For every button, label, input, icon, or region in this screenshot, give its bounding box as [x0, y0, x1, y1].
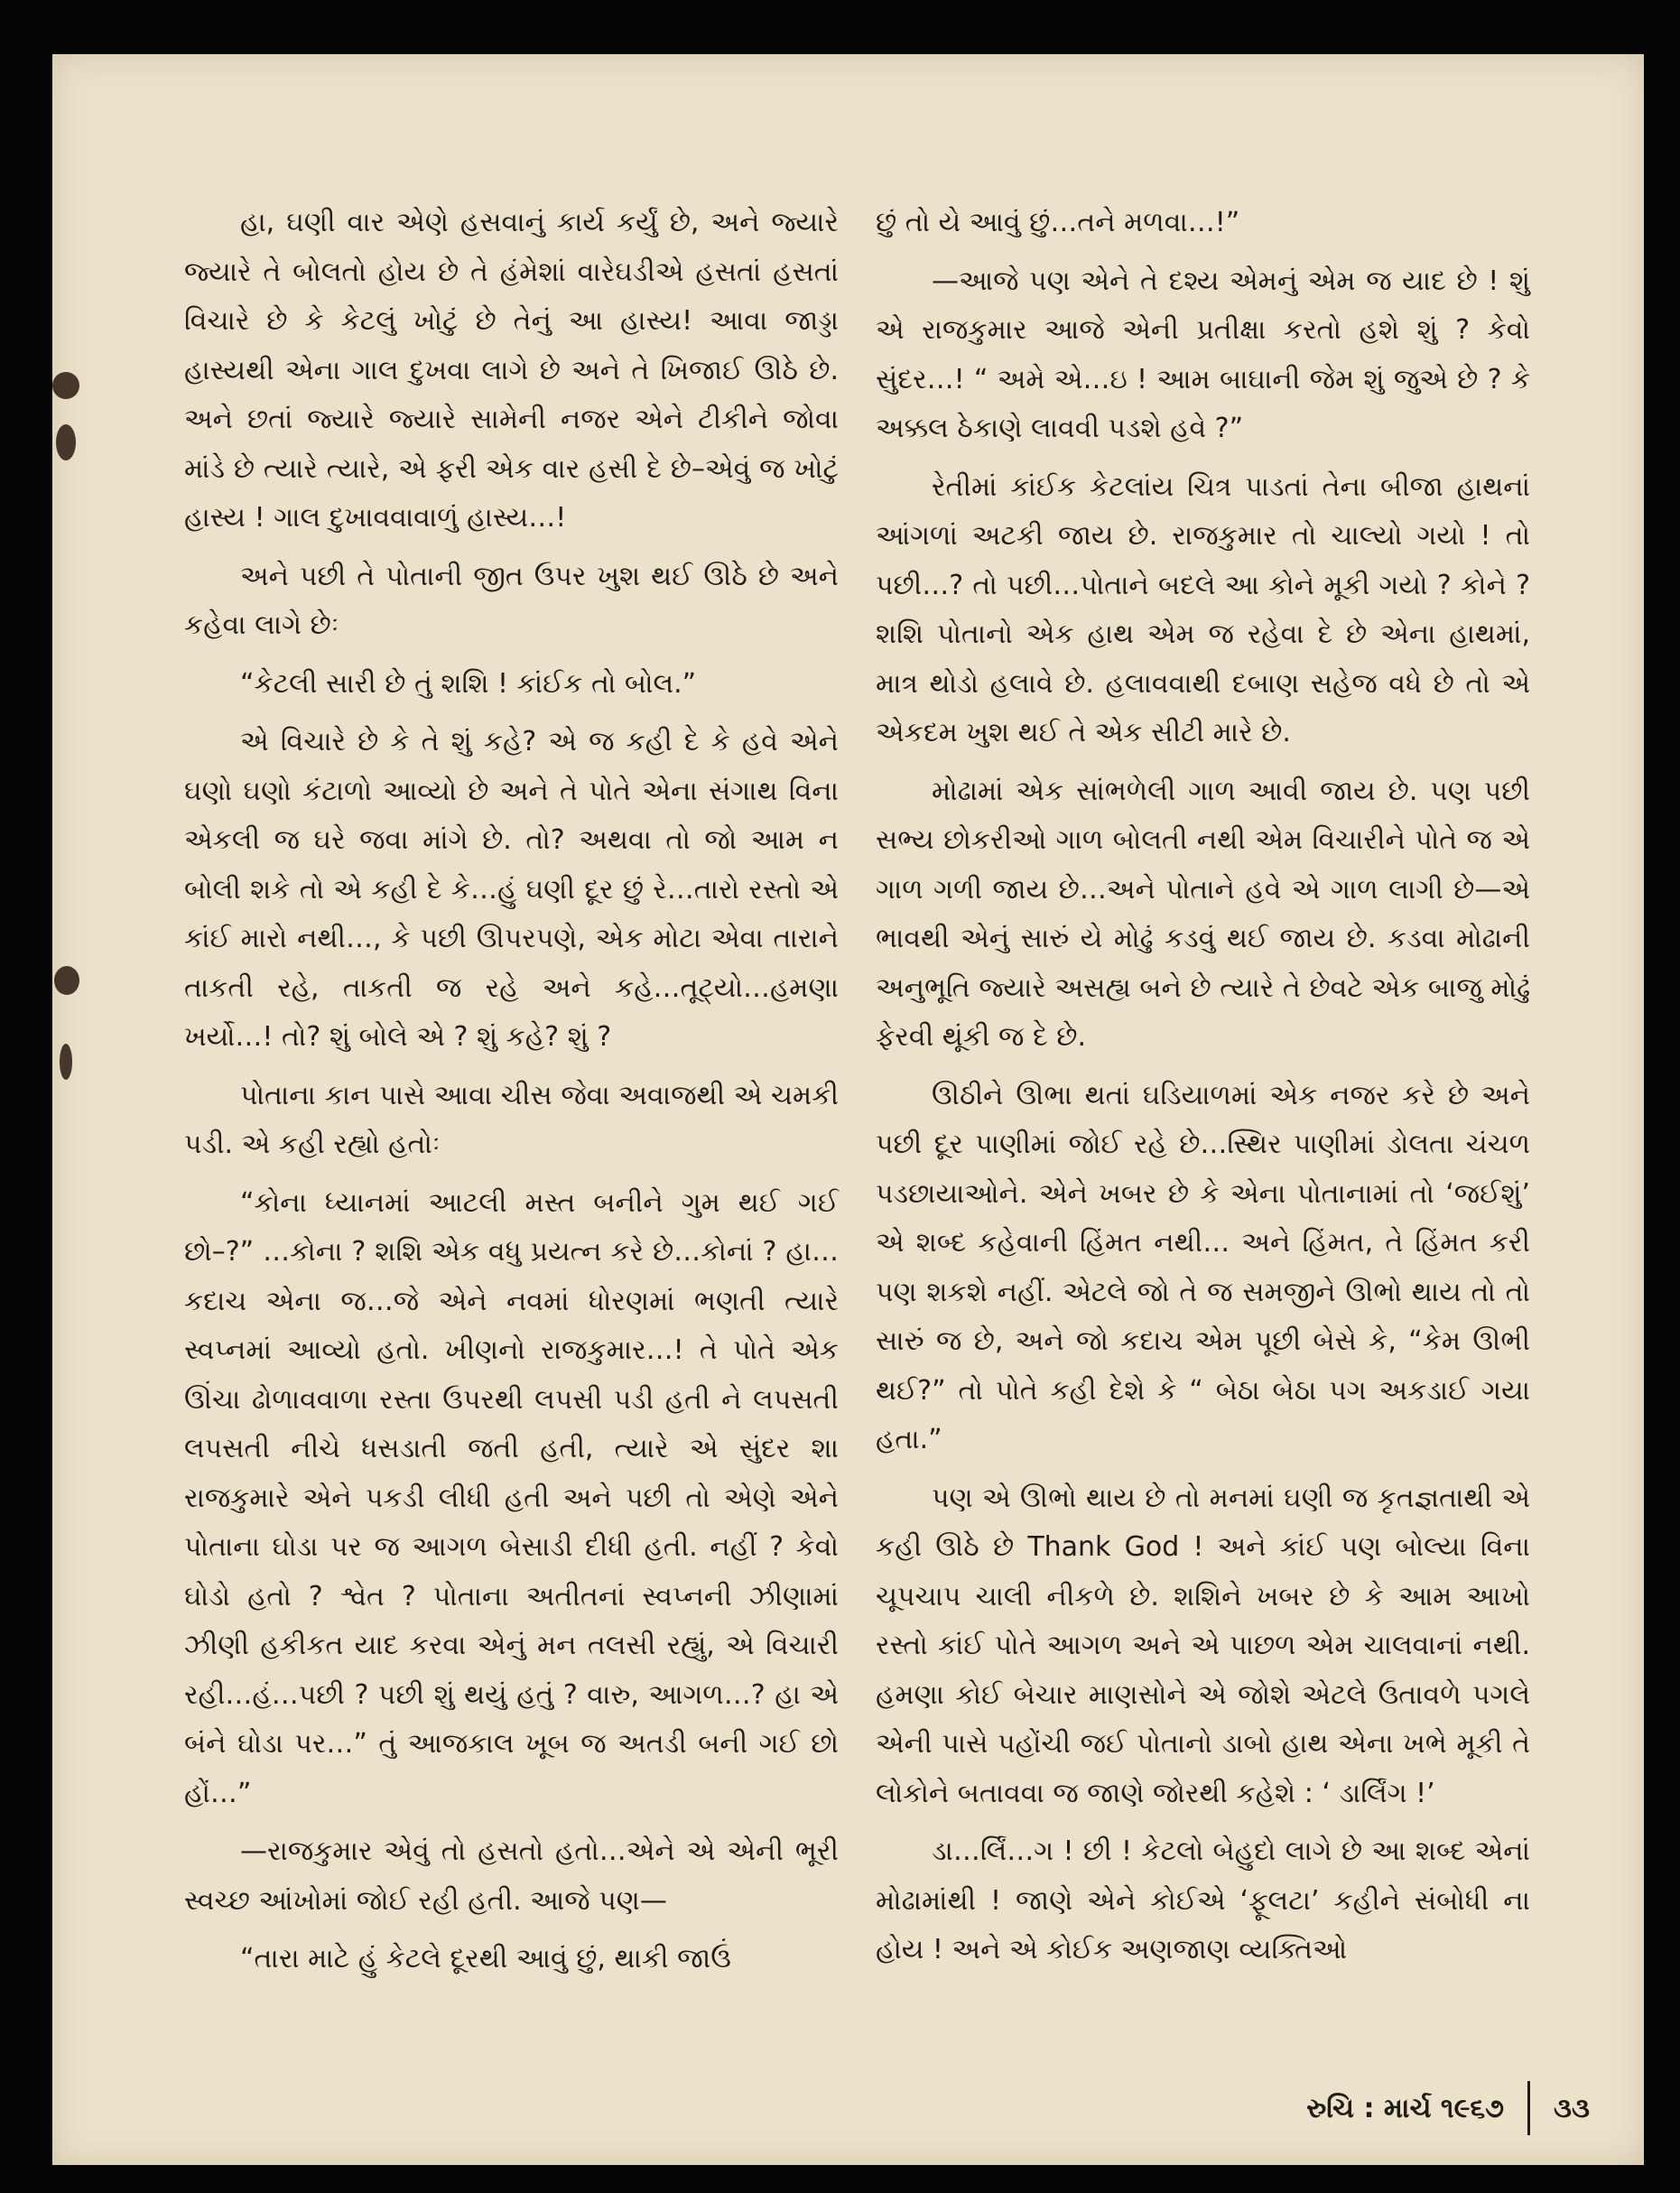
- page-number: ૩૩: [1554, 2092, 1590, 2124]
- footer-divider: [1527, 2081, 1530, 2135]
- paragraph: અને પછી તે પોતાની જીત ઉપર ખુશ થઈ ઊઠે છે અને કહેવા લાગે છેઃ: [184, 560, 839, 641]
- paragraph: હા, ઘણી વાર એણે હસવાનું કાર્ય કર્યું છે, અને જ્યારે જ્યારે તે બોલતો હોય છે તે હંમેશાં વારેઘડીએ હસતાં હસતાં વિચારે છે કે કેટલું ખોટું છે તેનું આ હાસ્ય! આવા જાડ્ડા હાસ્યથી એના ગાલ દુખવા લાગે છે અને તે ખિજાઈ ઊઠે છે. અને છતાં જ્યારે જ્યારે સામેની નજર એને ટીકીને જોવા માંડે છે ત્યારે ત્યારે, એ ફરી એક વાર હસી દે છે–એવું જ ખોટું હાસ્ય ! ગાલ દુખાવવાવાળું હાસ્ય…!: [184, 207, 839, 534]
- magazine-issue: રુચિ : માર્ચ ૧૯૬૭: [1306, 2092, 1505, 2124]
- dialogue-quote: “કેટલી સારી છે તું શશિ ! કાંઈક તો બોલ.”: [240, 667, 697, 700]
- dialogue-quote: “તારા માટે હું કેટલે દૂરથી આવું છું, થાકી જાઉં: [240, 1943, 731, 1975]
- paragraph: છું તો યે આવું છું…તને મળવા…!”: [876, 207, 1240, 238]
- paragraph: ડા…ર્લિં…ગ ! છી ! કેટલો બેહુદો લાગે છે આ શબ્દ એનાં મોઢામાંથી ! જાણે એને કોઈએ ‘ફૂલટા’ કહીને સંબોધી ના હોય ! અને એ કોઈક અણજાણ વ્યક્તિઓ: [876, 1835, 1530, 1965]
- paragraph: —રાજકુમાર એવું તો હસતો હતો…એને એ એની ભૂરી સ્વચ્છ આંખોમાં જોઈ રહી હતી. આજે પણ—: [184, 1835, 839, 1917]
- paragraph: પણ એ ઊભો થાય છે તો મનમાં ઘણી જ કૃતજ્ઞતાથી એ કહી ઊઠે છે Thank God ! અને કાંઈ પણ બોલ્યા વિના ચૂપચાપ ચાલી નીકળે છે. શશિને ખબર છે કે આમ આખો રસ્તો કાંઈ પોતે આગળ અને એ પાછળ એમ ચાલવાનાં નથી. હમણા કોઈ બેચાર માણસોને એ જોશે એટલે ઉતાવળે પગલે એની પાસે પહોંચી જઈ પોતાનો ડાબો હાથ એના ખભે મૂકી તે લોકોને બતાવવા જ જાણે જોરથી કહેશે : ‘ ડાર્લિંગ !’: [876, 1482, 1530, 1809]
- ink-stain: [60, 1044, 72, 1080]
- right-column: [876, 199, 1530, 1984]
- paragraph: મોઢામાં એક સાંભળેલી ગાળ આવી જાય છે. પણ પછી સભ્ય છોકરીઓ ગાળ બોલતી નથી એમ વિચારીને પોતે જ એ ગાળ ગળી જાય છે…અને પોતાને હવે એ ગાળ લાગી છે—એ ભાવથી એનું સારું યે મોઢું કડવું થઈ જાય છે. કડવા મોઢાની અનુભૂતિ જ્યારે અસહ્ય બને છે ત્યારે તે છેવટે એક બાજુ મોઢું ફેરવી થૂંકી જ દે છે.: [876, 775, 1530, 1053]
- ink-stain: [56, 424, 76, 460]
- ink-stain: [54, 966, 79, 995]
- paragraph: ઊઠીને ઊભા થતાં ઘડિયાળમાં એક નજર કરે છે અને પછી દૂર પાણીમાં જોઈ રહે છે…સ્થિર પાણીમાં ડોલતા ચંચળ પડછાયાઓને. એને ખબર છે કે એના પોતાનામાં તો ‘જઈશું’ એ શબ્દ કહેવાની હિંમત નથી… અને હિંમત, તે હિંમત કરી પણ શકશે નહીં. એટલે જો તે જ સમજીને ઊભો થાય તો તો સારું જ છે, અને જો કદાચ એમ પૂછી બેસે કે, “કેમ ઊભી થઈ?” તો પોતે કહી દેશે કે “ બેઠા બેઠા પગ અકડાઈ ગયા હતા.”: [876, 1079, 1530, 1455]
- magazine-page: [52, 54, 1644, 2165]
- paragraph: એ વિચારે છે કે તે શું કહે? એ જ કહી દે કે હવે એને ઘણો ઘણો કંટાળો આવ્યો છે અને તે પોતે એના સંગાથ વિના એકલી જ ઘરે જવા માંગે છે. તો? અથવા તો જો આમ ન બોલી શકે તો એ કહી દે કે…હું ઘણી દૂર છું રે…તારો રસ્તો એ કાંઈ મારો નથી…, કે પછી ઊપરપણે, એક મોટા એવા તારાને તાકતી રહે, તાકતી જ રહે અને કહે…તૂટ્યો…હમણા ખર્યો…! તો? શું બોલે એ ? શું કહે? શું ?: [184, 726, 839, 1053]
- paragraph: રેતીમાં કાંઈક કેટલાંય ચિત્ર પાડતાં તેના બીજા હાથનાં આંગળાં અટકી જાય છે. રાજકુમાર તો ચાલ્યો ગયો ! તો પછી…? તો પછી…પોતાને બદલે આ કોને મૂકી ગયો ? કોને ? શશિ પોતાનો એક હાથ એમ જ રહેવા દે છે એના હાથમાં, માત્ર થોડો હલાવે છે. હલાવવાથી દબાણ સહેજ વધે છે તો એ એકદમ ખુશ થઈ તે એક સીટી મારે છે.: [876, 470, 1530, 748]
- left-column: [184, 199, 839, 1993]
- ink-stain: [52, 372, 79, 399]
- paragraph: —આજે પણ એને તે દશ્ય એમનું એમ જ યાદ છે ! શું એ રાજકુમાર આજે એની પ્રતીક્ષા કરતો હશે શું ? કેવો સુંદર…! “ અમે એ…ઇ ! આમ બાઘાની જેમ શું જુએ છે ? કે અક્કલ ઠેકાણે લાવવી પડશે હવે ?”: [876, 265, 1530, 444]
- paragraph: “કોના ધ્યાનમાં આટલી મસ્ત બનીને ગુમ થઈ ગઈ છો–?” …કોના ? શશિ એક વધુ પ્રયત્ન કરે છે…કોનાં ? હા…કદાચ એના જ…જે એને નવમાં ધોરણમાં ભણતી ત્યારે સ્વપ્નમાં આવ્યો હતો. ખીણનો રાજકુમાર…! તે પોતે એક ઊંચા ઢોળાવવાળા રસ્તા ઉપરથી લપસી પડી હતી ને લપસતી લપસતી નીચે ધસડાતી જતી હતી, ત્યારે એ સુંદર શા રાજકુમારે એને પકડી લીધી હતી અને પછી તો એણે એને પોતાના ઘોડા પર જ આગળ બેસાડી દીધી હતી. નહીં ? કેવો ઘોડો હતો ? શ્વેત ? પોતાના અતીતનાં સ્વપ્નની ઝીણામાં ઝીણી હકીકત યાદ કરવા એનું મન તલસી રહ્યું, એ વિચારી રહી…હં…પછી ? પછી શું થયું હતું ? વારુ, આગળ…? હા એ બંને ઘોડા પર…” તું આજકાલ ખૂબ જ અતડી બની ગઈ છો હોં…”: [184, 1186, 839, 1809]
- paragraph: પોતાના કાન પાસે આવા ચીસ જેવા અવાજથી એ ચમકી પડી. એ કહી રહ્યો હતોઃ: [184, 1079, 839, 1160]
- page-footer: [1306, 2081, 1590, 2135]
